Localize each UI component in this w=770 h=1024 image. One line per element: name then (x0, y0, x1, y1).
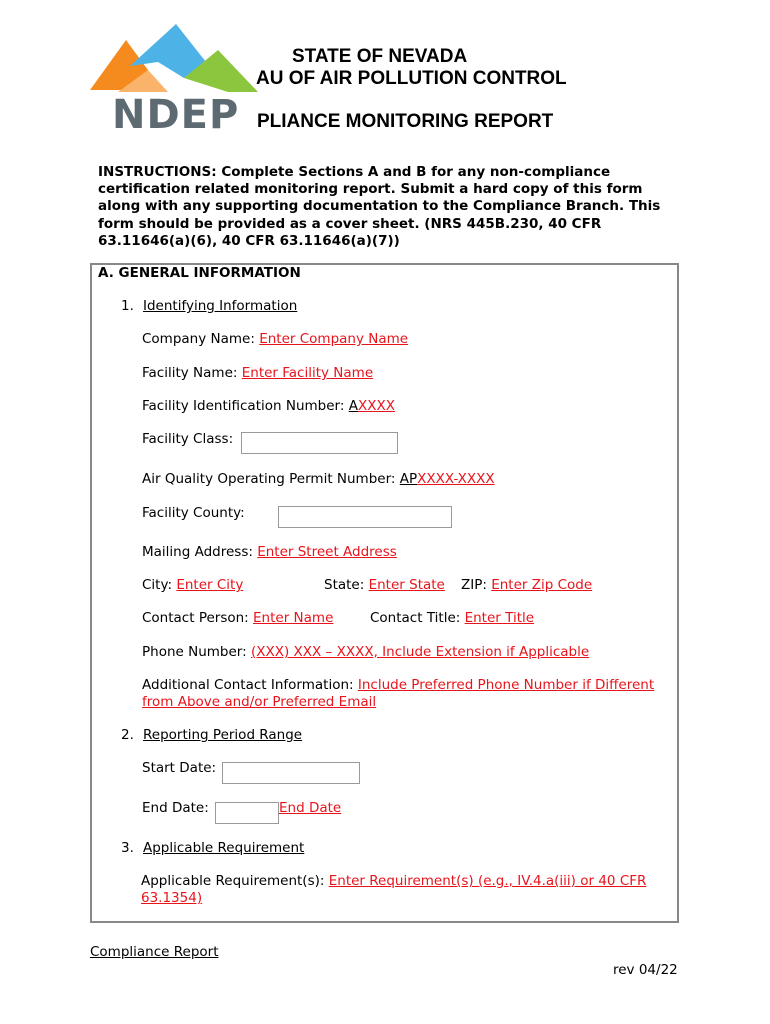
phone-label: Phone Number: (142, 644, 247, 660)
facility-class-label: Facility Class: (142, 431, 234, 447)
contact-person-field[interactable]: Enter Name (253, 610, 334, 626)
item3-number: 3. (121, 840, 134, 856)
aqop-row (142, 471, 495, 487)
item1-number: 1. (121, 298, 134, 314)
state-field[interactable]: Enter State (368, 577, 445, 593)
section-a-title: A. GENERAL INFORMATION (98, 265, 301, 281)
company-name-field[interactable]: Enter Company Name (259, 331, 409, 347)
facility-name-field[interactable]: Enter Facility Name (241, 365, 374, 381)
zip-field[interactable]: Enter Zip Code (491, 577, 593, 593)
facility-id-prefix: A (348, 398, 358, 414)
additional-contact-row (142, 677, 654, 693)
requirement-label: Applicable Requirement(s): (141, 873, 325, 889)
footer-title: Compliance Report (90, 944, 219, 960)
footer-revision: rev 04/22 (613, 962, 678, 978)
phone-field[interactable]: (XXX) XXX – XXXX, Include Extension if Applicable (250, 644, 590, 660)
zip-label: ZIP: (461, 577, 487, 593)
city-row (142, 577, 243, 593)
facility-county-field[interactable] (278, 506, 452, 528)
requirement-field-line2[interactable]: 63.1354) (141, 890, 203, 906)
facility-county-label: Facility County: (142, 505, 245, 521)
header-state: STATE OF NEVADA (292, 46, 468, 67)
item1-heading: Identifying Information (143, 298, 298, 314)
section-a-box (90, 263, 679, 923)
header-bureau: AU OF AIR POLLUTION CONTROL (256, 68, 567, 89)
contact-title-label: Contact Title: (370, 610, 461, 626)
requirement-field[interactable]: Enter Requirement(s) (e.g., IV.4.a(iii) or 40 CFR (328, 873, 647, 889)
header-report-title: PLIANCE MONITORING REPORT (257, 111, 554, 132)
contact-person-label: Contact Person: (142, 610, 249, 626)
additional-contact-field-line2[interactable]: from Above and/or Preferred Email (142, 694, 377, 710)
company-name-row (142, 331, 408, 347)
item2-heading: Reporting Period Range (143, 727, 303, 743)
phone-row (142, 644, 589, 660)
facility-id-field[interactable]: XXXX (357, 398, 395, 414)
facility-name-row (142, 365, 373, 381)
contact-person-row (142, 610, 333, 626)
city-label: City: (142, 577, 173, 593)
zip-row (461, 577, 592, 593)
logo-text: NDEP (112, 92, 240, 138)
end-date-field[interactable]: End Date (279, 800, 342, 816)
city-field[interactable]: Enter City (176, 577, 244, 593)
end-date-box[interactable] (215, 802, 279, 824)
mailing-address-row (142, 544, 397, 560)
item2-number: 2. (121, 727, 134, 743)
item3-heading: Applicable Requirement (143, 840, 305, 856)
state-label: State: (324, 577, 365, 593)
facility-id-row (142, 398, 395, 414)
mailing-address-field[interactable]: Enter Street Address (257, 544, 397, 560)
facility-name-label: Facility Name: (142, 365, 238, 381)
additional-contact-field[interactable]: Include Preferred Phone Number if Different (357, 677, 655, 693)
state-row (324, 577, 445, 593)
aqop-prefix: AP (399, 471, 418, 487)
aqop-label: Air Quality Operating Permit Number: (142, 471, 396, 487)
instructions-text: INSTRUCTIONS: Complete Sections A and B for any non-compliance certification related monitoring report. Submit a hard copy of this form along with any supporting documentation to the Compliance Branch. This form should be provided as a cover sheet. (NRS 445B.230, 40 CFR 63.11646(a)(6), 40 CFR 63.11646(a)(7)) (98, 164, 661, 249)
contact-title-field[interactable]: Enter Title (464, 610, 535, 626)
aqop-field[interactable]: XXXX-XXXX (417, 471, 495, 487)
requirement-row (141, 873, 646, 889)
start-date-field[interactable] (222, 762, 360, 784)
facility-class-field[interactable] (241, 432, 398, 454)
additional-contact-label: Additional Contact Information: (142, 677, 354, 693)
contact-title-row (370, 610, 534, 626)
mailing-address-label: Mailing Address: (142, 544, 253, 560)
facility-id-label: Facility Identification Number: (142, 398, 345, 414)
company-name-label: Company Name: (142, 331, 255, 347)
end-date-label: End Date: (142, 800, 209, 816)
start-date-label: Start Date: (142, 760, 217, 776)
